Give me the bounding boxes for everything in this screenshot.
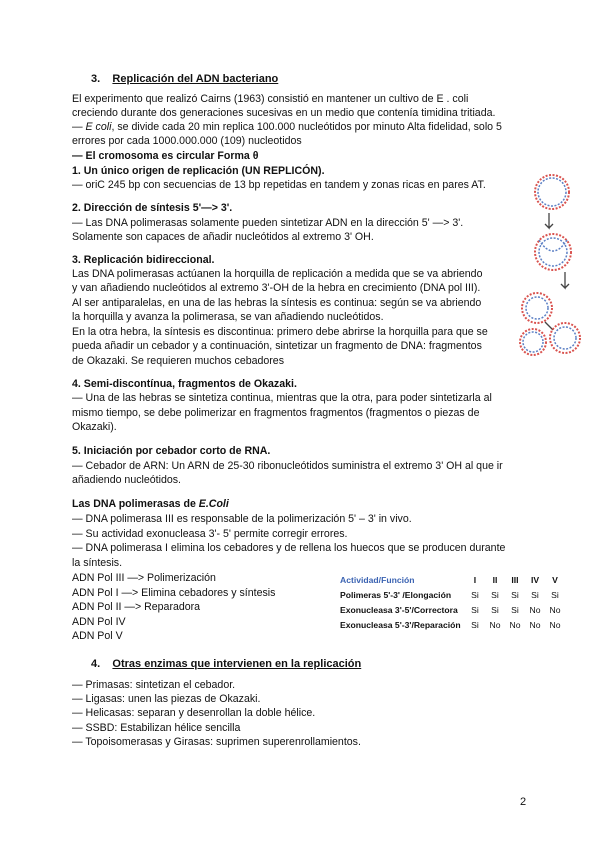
- table-cell: Si: [511, 604, 519, 615]
- table-header-cell: V: [552, 574, 558, 585]
- table-header-cell: Actividad/Función: [340, 574, 415, 585]
- polymerases-text-2: — Su actividad exonucleasa 3'- 5' permite corregir errores.: [72, 528, 348, 540]
- table-header-cell: I: [473, 574, 477, 585]
- section-4-title: Otras enzimas que intervienen en la replicación: [112, 658, 362, 670]
- section-3-heading: [91, 73, 278, 85]
- page-number: 2: [520, 796, 527, 808]
- point-2-text-2: Solamente son capaces de añadir nucleótidos al extremo 3' OH.: [72, 231, 374, 243]
- point-3-text-4: la horquilla y avanza la polimerasa, se van añadiendo nucleótidos.: [72, 311, 384, 323]
- table-row: [340, 618, 565, 633]
- section-4-heading: [91, 658, 361, 670]
- point-1-text: — oriC 245 bp con secuencias de 13 bp repetidas en tandem y zonas ricas en pares AT.: [72, 179, 486, 191]
- circular-chromosome-1: [535, 175, 569, 209]
- point-3-text-2: y van añadiendo nucleótidos al extremo 3'-OH de la hebra en crecimiento (DNA pol III).: [72, 282, 481, 294]
- enzyme-item: — Helicasas: separan y desenrollan la doble hélice.: [72, 707, 316, 719]
- ecoli-line: — E coli, se divide cada 20 min replica 100.000 nucleótidos por minuto Alta fidelidad, solo 5: [72, 121, 502, 133]
- point-3-text-5: En la otra hebra, la síntesis es discontinua: primero debe abrirse la horquilla para que se: [72, 326, 488, 338]
- circular-chromosome-2: [535, 234, 571, 270]
- table-cell: No: [489, 619, 501, 630]
- table-cell: Exonucleasa 3'-5'/Correctora: [340, 604, 458, 615]
- table-cell: Si: [471, 604, 479, 615]
- point-4-title: 4. Semi-discontínua, fragmentos de Okazaki.: [72, 378, 297, 390]
- point-2-title: 2. Dirección de síntesis 5'—> 3'.: [72, 202, 233, 214]
- polymerases-text-3: — DNA polimerasa I elimina los cebadores y de rellena los huecos que se producen durante: [72, 542, 506, 554]
- point-4-text-3: Okazaki).: [72, 421, 117, 433]
- activity-table-header: [340, 573, 565, 588]
- pol-list-item: ADN Pol I —> Elimina cebadores y síntesis: [72, 587, 276, 599]
- table-cell: Si: [531, 589, 539, 600]
- table-cell: Si: [491, 589, 499, 600]
- polymerases-text-4: la síntesis.: [72, 557, 123, 569]
- point-5-title: 5. Iniciación por cebador corto de RNA.: [72, 445, 271, 457]
- table-cell: No: [529, 604, 541, 615]
- enzyme-item: — Ligasas: unen las piezas de Okazaki.: [72, 693, 261, 705]
- table-row: [340, 588, 565, 603]
- table-cell: Si: [471, 619, 479, 630]
- point-4-text-1: — Una de las hebras se sintetiza continua, mientras que la otra, para poder sintetizarla al: [72, 392, 492, 404]
- table-header-cell: IV: [530, 574, 540, 585]
- pol-list-item: ADN Pol IV: [72, 616, 126, 628]
- table-cell: Si: [551, 589, 559, 600]
- enzyme-item: — Topoisomerasas y Girasas: suprimen superenrollamientos.: [72, 736, 361, 748]
- ecoli-italic: E coli: [85, 121, 112, 133]
- chromosome-line: — El cromosoma es circular Forma θ: [72, 150, 259, 162]
- point-2-text-1: — Las DNA polimerasas solamente pueden sintetizar ADN en la dirección 5' —> 3'.: [72, 217, 464, 229]
- table-header-cell: II: [492, 574, 498, 585]
- table-cell: Si: [491, 604, 499, 615]
- point-5-text-2: añadiendo nucleótidos.: [72, 474, 181, 486]
- enzyme-item: — Primasas: sintetizan el cebador.: [72, 679, 236, 691]
- activity-table: [340, 573, 565, 633]
- table-cell: No: [549, 604, 561, 615]
- point-3-title: 3. Replicación bidireccional.: [72, 254, 215, 266]
- pol-list-item: ADN Pol II —> Reparadora: [72, 601, 201, 613]
- table-cell: No: [549, 619, 561, 630]
- point-1-title: 1. Un único origen de replicación (UN REPLICÓN).: [72, 165, 325, 177]
- intro-line-1: El experimento que realizó Cairns (1963) consistió en mantener un cultivo de E . coli: [72, 93, 469, 105]
- point-3-text-6: pueda añadir un cebador y a continuación, sintetizar un fragmento de DNA: fragmentos: [72, 340, 482, 352]
- table-cell: Polimeras 5'-3' /Elongación: [340, 589, 452, 600]
- point-5-text-1: — Cebador de ARN: Un ARN de 25-30 ribonucleótidos suministra el extremo 3' OH al que ir: [72, 460, 503, 472]
- section-4-number: 4.: [91, 658, 101, 670]
- point-3-text-7: de Okazaki. Se requieren muchos cebadores: [72, 355, 284, 367]
- pol-list-item: ADN Pol III —> Polimerización: [72, 572, 216, 584]
- intro-line-2: creciendo durante dos generaciones sucesivas en un medio que contenía timidina tritiada.: [72, 107, 496, 119]
- pol-list-item: ADN Pol V: [72, 630, 123, 642]
- table-row: [340, 603, 565, 618]
- theta-structure: [522, 293, 552, 323]
- point-4-text-2: mismo tiempo, se debe polimerizar en fragmentos fragmentos (fragmentos o piezas de: [72, 407, 480, 419]
- table-header-cell: III: [511, 574, 519, 585]
- table-cell: No: [509, 619, 521, 630]
- point-3-text-1: Las DNA polimerasas actúanen la horquilla de replicación a medida que se va abriendo: [72, 268, 483, 280]
- section-3-title: Replicación del ADN bacteriano: [112, 73, 279, 85]
- table-cell: Exonucleasa 5'-3'/Reparación: [340, 619, 461, 630]
- replication-diagram: [515, 170, 587, 360]
- polymerases-title-italic: E.Coli: [198, 498, 229, 510]
- polymerases-text-1: — DNA polimerasa III es responsable de la polimerización 5' – 3' in vivo.: [72, 513, 412, 525]
- point-3-text-3: Al ser antiparalelas, en una de las hebras la síntesis es continua: según se va abriendo: [72, 297, 482, 309]
- table-cell: Si: [471, 589, 479, 600]
- table-cell: Si: [511, 589, 519, 600]
- enzyme-item: — SSBD: Estabilizan hélice sencilla: [72, 722, 241, 734]
- table-cell: No: [529, 619, 541, 630]
- ecoli-line-2: errores por cada 1000.000.000 (109) nucleotidos: [72, 135, 302, 147]
- polymerases-title: Las DNA polimerasas de E.Coli: [72, 498, 229, 510]
- section-3-number: 3.: [91, 73, 101, 85]
